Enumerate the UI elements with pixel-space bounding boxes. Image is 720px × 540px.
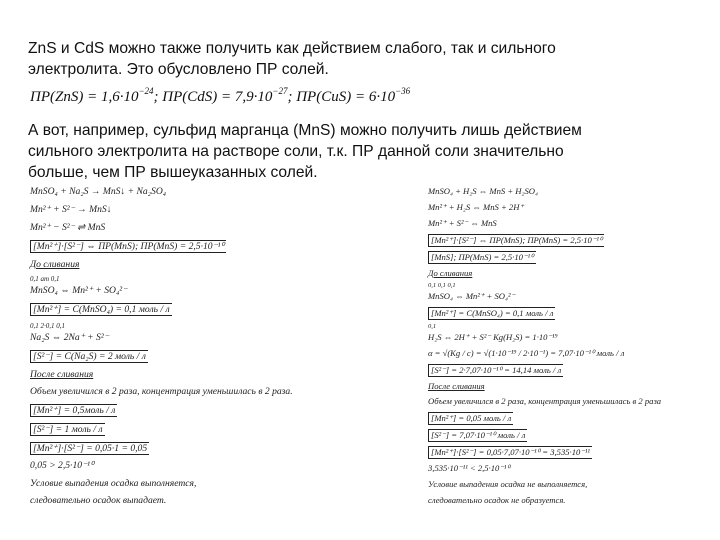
right-solution-column xyxy=(428,186,714,506)
right-line: 0,1 xyxy=(428,323,437,330)
left-line: Mn²⁺ + S²⁻ → MnS↓ xyxy=(30,204,112,215)
left-line: [Mn²⁺]·[S²⁻] ⇔ ПР(MnS); ПР(MnS) = 2,5·10⁻¹⁰ xyxy=(30,240,226,253)
pr-cds-exponent: −27 xyxy=(272,86,288,96)
right-line: [Mn²⁺] = 0,05 моль / л xyxy=(428,412,513,425)
left-line: следовательно осадок выпадает. xyxy=(30,495,167,506)
left-line: [Mn²⁺]·[S²⁻] = 0,05·1 = 0,05 xyxy=(30,442,149,455)
left-line: Mn²⁺ − S²⁻ ⇌ MnS xyxy=(30,222,106,233)
right-line: Условие выпадения осадка не выполняется, xyxy=(428,479,588,489)
right-line: Объем увеличился в 2 раза, концентрация уменьшилась в 2 раза xyxy=(428,396,662,406)
right-line: MnSO₄ + H₂S ⇔ MnS + H₂SO₄ xyxy=(428,186,538,196)
left-line: [Mn²⁺] = C(MnSO₄) = 0,1 моль / л xyxy=(30,303,172,316)
right-line: Mn²⁺ + S²⁻ ⇔ MnS xyxy=(428,218,497,228)
right-line: H₂S ⇔ 2H⁺ + S²⁻ Kg(H₂S) = 1·10⁻¹⁹ xyxy=(428,332,558,342)
left-line: После сливания xyxy=(30,369,94,380)
left-line: Объем увеличился в 2 раза, концентрация уменьшилась в 2 раза. xyxy=(30,386,293,397)
pr-zns: ПР(ZnS) = 1,6·10 xyxy=(30,89,139,105)
left-line: [S²⁻] = C(Na₂S) = 2 моль / л xyxy=(30,350,148,363)
right-line: [S²⁻] = 7,07·10⁻¹⁰ моль / л xyxy=(428,429,527,442)
left-line: 0,1 2·0,1 0,1 xyxy=(30,322,65,330)
left-line: MnSO₄ ⇔ Mn²⁺ + SO₄²⁻ xyxy=(30,285,128,296)
left-line: [S²⁻] = 1 моль / л xyxy=(30,423,105,436)
right-line: следовательно осадок не образуется. xyxy=(428,495,566,505)
left-line: [Mn²⁺] = 0,5моль / л xyxy=(30,404,117,417)
pr-equation xyxy=(30,86,410,106)
left-line: MnSO₄ + Na₂S → MnS↓ + Na₂SO₄ xyxy=(30,186,167,197)
right-line: 3,535·10⁻¹¹ < 2,5·10⁻¹⁰ xyxy=(428,463,510,473)
right-line: [S²⁻] = 2·7,07·10⁻¹⁰ = 14,14 моль / л xyxy=(428,364,563,377)
pr-cds: ; ПР(CdS) = 7,9·10 xyxy=(153,89,273,105)
right-line: Mn²⁺ + H₂S ⇔ MnS + 2H⁺ xyxy=(428,202,524,212)
left-line: До сливания xyxy=(30,259,80,270)
intro-line-1: ZnS и CdS можно также получить как действием слабого, так и сильного xyxy=(28,40,556,57)
intro-line-2: электролита. Это обусловлено ПР солей. xyxy=(28,61,329,78)
left-line: 0,1 ат 0,1 xyxy=(30,275,60,283)
pr-cus-exponent: −36 xyxy=(395,86,411,96)
left-line: Na₂S ⇔ 2Na⁺ + S²⁻ xyxy=(30,332,109,343)
right-line: [Mn²⁺] = C(MnSO₄) = 0,1 моль / л xyxy=(428,307,555,320)
pr-zns-exponent: −24 xyxy=(138,86,154,96)
left-line: Условие выпадения осадка выполняется, xyxy=(30,478,197,489)
right-line: После сливания xyxy=(428,381,485,391)
pr-cus: ; ПР(CuS) = 6·10 xyxy=(287,89,396,105)
left-line: 0,05 > 2,5·10⁻¹⁰ xyxy=(30,460,94,471)
right-line: [Mn²⁺]·[S²⁻] ⇔ ПР(MnS); ПР(MnS) = 2,5·10⁻¹⁰ xyxy=(428,234,604,247)
right-line: [MnS]; ПР(MnS) = 2,5·10⁻¹⁰ xyxy=(428,251,536,264)
right-line: До сливания xyxy=(428,268,473,278)
left-solution-column xyxy=(30,186,390,506)
paragraph-line-2: сильного электролита на растворе соли, т.к. ПР данной соли значительно xyxy=(28,143,564,160)
right-line: α = √(Kg / c) = √(1·10⁻¹⁹ / 2·10⁻¹) = 7,07·10⁻¹⁰ моль / л xyxy=(428,348,625,358)
paragraph-line-3: больше, чем ПР вышеуказанных солей. xyxy=(28,164,318,181)
right-line: [Mn²⁺]·[S²⁻] = 0,05·7,07·10⁻¹⁰ = 3,535·10⁻¹¹ xyxy=(428,446,592,459)
paragraph-line-1: А вот, например, сульфид марганца (MnS) можно получить лишь действием xyxy=(28,122,582,139)
right-line: MnSO₄ ⇔ Mn²⁺ + SO₄²⁻ xyxy=(428,291,516,301)
right-line: 0,1 0,1 0,1 xyxy=(428,282,456,289)
